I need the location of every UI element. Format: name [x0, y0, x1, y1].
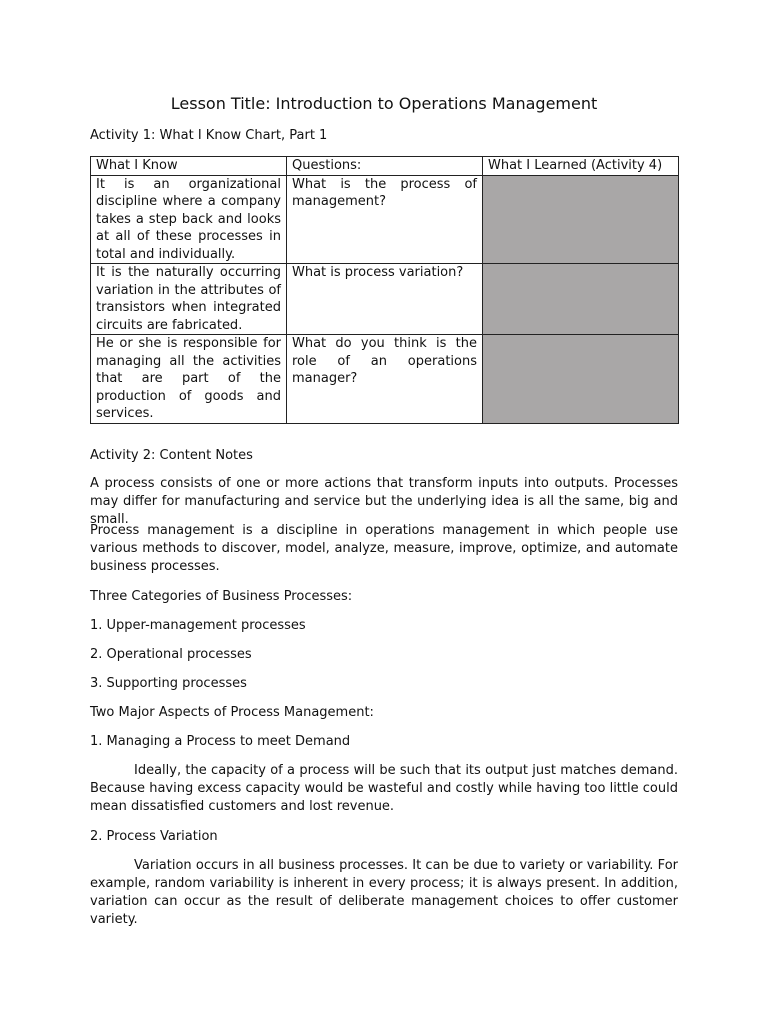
paragraph-process-definition: A process consists of one or more actions that transform inputs into outputs. Processes may differ for manufacturing and service but the underlying idea is all the same, big and small. — [90, 476, 678, 527]
activity2-heading: Activity 2: Content Notes — [90, 448, 253, 463]
what-i-know-chart — [90, 156, 679, 424]
paragraph-process-management: Process management is a discipline in operations management in which people use various methods to discover, model, analyze, measure, improve, optimize, and automate business processes. — [90, 523, 678, 574]
table-row — [91, 175, 679, 264]
cell-what-i-know: It is an organizational discipline where a company takes a step back and looks at all of these processes in total and individually. — [91, 175, 287, 264]
column-header-what-i-know: What I Know — [91, 157, 287, 176]
cell-question: What do you think is the role of an operations manager? — [287, 335, 483, 424]
aspects-heading: Two Major Aspects of Process Management: — [90, 705, 374, 720]
cell-question: What is the process of management? — [287, 175, 483, 264]
category-item: 1. Upper-management processes — [90, 618, 306, 633]
cell-what-i-learned — [483, 335, 679, 424]
cell-what-i-learned — [483, 175, 679, 264]
column-header-what-i-learned: What I Learned (Activity 4) — [483, 157, 679, 176]
category-item: 2. Operational processes — [90, 647, 252, 662]
aspect-text-demand: Ideally, the capacity of a process will be such that its output just matches demand. Because having excess capacity would be wasteful and costly while having too little could mean dissatisfied customers and lost revenue. — [90, 763, 678, 814]
cell-what-i-know: It is the naturally occurring variation in the attributes of transistors when integrated circuits are fabricated. — [91, 264, 287, 335]
aspect-title-variation: 2. Process Variation — [90, 829, 218, 844]
lesson-title: Lesson Title: Introduction to Operations Management — [170, 94, 598, 113]
column-header-questions: Questions: — [287, 157, 483, 176]
cell-what-i-know: He or she is responsible for managing all the activities that are part of the production of goods and services. — [91, 335, 287, 424]
category-item: 3. Supporting processes — [90, 676, 247, 691]
activity1-heading: Activity 1: What I Know Chart, Part 1 — [90, 128, 328, 143]
cell-question: What is process variation? — [287, 264, 483, 335]
table-row — [91, 264, 679, 335]
table-header-row — [91, 157, 679, 176]
cell-what-i-learned — [483, 264, 679, 335]
aspect-text-variation: Variation occurs in all business processes. It can be due to variety or variability. For example, random variability is inherent in every process; it is always present. In addition, variation can occur as the result of deliberate management choices to offer customer variety. — [90, 858, 678, 927]
table-row — [91, 335, 679, 424]
categories-heading: Three Categories of Business Processes: — [90, 589, 353, 604]
aspect-title-demand: 1. Managing a Process to meet Demand — [90, 734, 351, 749]
